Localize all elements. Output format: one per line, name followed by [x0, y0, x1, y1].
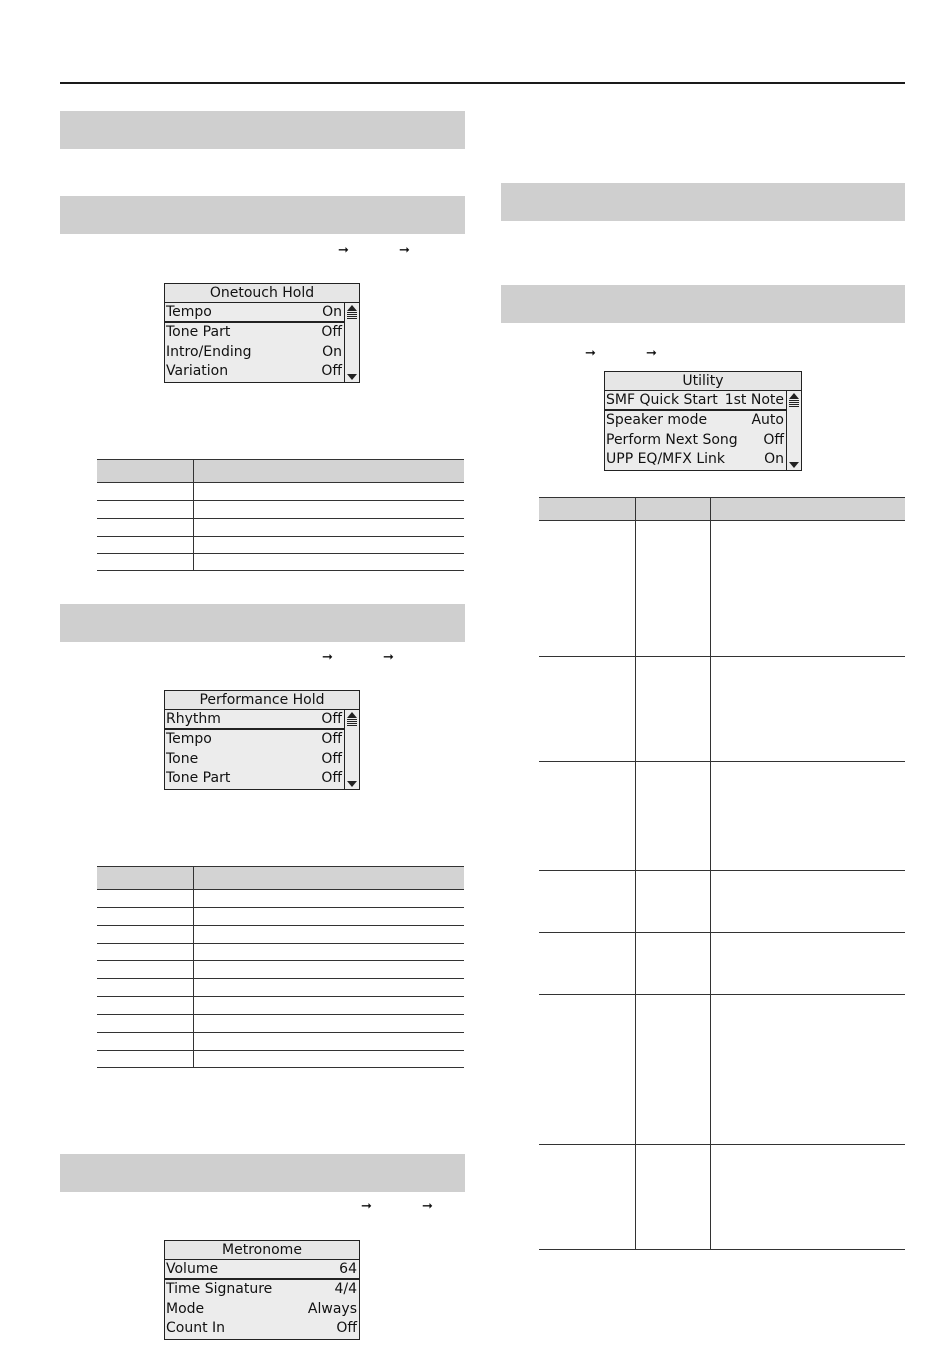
row-value: Off — [321, 363, 342, 379]
row-value: Off — [336, 1320, 357, 1336]
row-value: Off — [321, 731, 342, 747]
screen-row — [165, 362, 359, 382]
utility-screen — [604, 371, 802, 471]
table-row — [539, 656, 905, 657]
table-row — [539, 932, 905, 933]
column-divider — [193, 866, 194, 1068]
top-rule — [60, 82, 905, 84]
row-label: Tempo — [166, 304, 212, 320]
table-row — [97, 1067, 464, 1068]
performance-hold-screen — [164, 690, 360, 790]
row-label: UPP EQ/MFX Link — [606, 451, 726, 467]
row-label: Tempo — [166, 731, 212, 747]
row-label: Tone Part — [166, 324, 231, 340]
table-row — [539, 870, 905, 871]
table-row — [97, 943, 464, 944]
scroll-down-icon[interactable] — [347, 374, 357, 380]
section-header-bar-performance — [60, 604, 465, 642]
row-value: On — [322, 343, 342, 360]
table-row — [539, 1249, 905, 1250]
screen-row — [165, 1260, 359, 1280]
screen-row — [165, 1300, 359, 1320]
row-label: SMF Quick Start — [606, 392, 718, 408]
row-value: Off — [321, 324, 342, 340]
scrollbar[interactable] — [344, 303, 359, 382]
table-row — [539, 994, 905, 995]
right-arrow-icon: ➞ — [399, 243, 410, 258]
screen-title: Onetouch Hold — [165, 284, 359, 303]
table-row — [97, 1014, 464, 1015]
screen-title: Metronome — [165, 1241, 359, 1260]
row-value: 64 — [339, 1261, 357, 1277]
scrollbar[interactable] — [786, 391, 801, 470]
utility-table — [539, 497, 905, 1250]
table-row — [97, 925, 464, 926]
screen-row — [165, 343, 359, 363]
onetouch-table — [97, 459, 464, 571]
onetouch-hold-screen — [164, 283, 360, 383]
row-label: Rhythm — [166, 711, 221, 727]
screen-title: Utility — [605, 372, 801, 391]
section-header-bar — [60, 111, 465, 149]
table-row — [97, 570, 464, 571]
screen-row — [605, 450, 801, 470]
scroll-up-icon[interactable] — [347, 305, 357, 311]
screen-row — [165, 750, 359, 770]
row-label: Speaker mode — [606, 412, 708, 428]
scroll-up-icon[interactable] — [347, 712, 357, 718]
row-value: 4/4 — [334, 1281, 357, 1297]
table-row — [97, 960, 464, 961]
row-value: Off — [763, 431, 784, 448]
metronome-screen — [164, 1240, 360, 1340]
row-value: Off — [321, 750, 342, 767]
row-label: Intro/Ending — [166, 343, 252, 360]
row-label: Mode — [166, 1300, 205, 1317]
table-row — [97, 518, 464, 519]
screen-row — [165, 769, 359, 789]
right-arrow-icon: ➞ — [338, 243, 349, 258]
performance-table — [97, 866, 464, 1068]
right-arrow-icon: ➞ — [322, 650, 333, 665]
table-row — [97, 1032, 464, 1033]
screen-row — [165, 1280, 359, 1300]
scroll-up-icon[interactable] — [789, 393, 799, 399]
screen-row — [605, 391, 801, 411]
table-header — [97, 459, 464, 483]
section-header-bar-utility — [501, 285, 905, 323]
row-label: Time Signature — [166, 1281, 273, 1297]
table-row — [97, 978, 464, 979]
screen-row — [165, 730, 359, 750]
screen-row — [605, 431, 801, 451]
screen-title: Performance Hold — [165, 691, 359, 710]
screen-row — [605, 411, 801, 431]
right-arrow-icon: ➞ — [422, 1199, 433, 1214]
screen-row — [165, 710, 359, 730]
screen-row — [165, 323, 359, 343]
scroll-down-icon[interactable] — [347, 781, 357, 787]
row-value: On — [764, 451, 784, 467]
column-divider — [635, 497, 636, 1250]
screen-row — [165, 1319, 359, 1339]
table-row — [97, 553, 464, 554]
table-row — [539, 1144, 905, 1145]
row-value: Auto — [751, 412, 784, 428]
row-label: Tone — [166, 750, 199, 767]
table-row — [97, 907, 464, 908]
scroll-thumb[interactable] — [347, 312, 357, 319]
section-header-bar-right — [501, 183, 905, 221]
scroll-thumb[interactable] — [347, 719, 357, 726]
right-arrow-icon: ➞ — [585, 346, 596, 361]
row-label: Perform Next Song — [606, 431, 738, 448]
section-header-bar-metronome — [60, 1154, 465, 1192]
row-label: Variation — [166, 363, 229, 379]
right-arrow-icon: ➞ — [383, 650, 394, 665]
row-label: Volume — [166, 1261, 219, 1277]
table-header — [97, 866, 464, 890]
table-row — [97, 1050, 464, 1051]
row-value: Off — [321, 711, 342, 727]
scroll-thumb[interactable] — [789, 400, 799, 407]
column-divider — [193, 459, 194, 571]
row-label: Count In — [166, 1320, 226, 1336]
section-header-bar-onetouch — [60, 196, 465, 234]
table-row — [539, 761, 905, 762]
column-divider — [710, 497, 711, 1250]
row-value: 1st Note — [724, 392, 784, 408]
scroll-down-icon[interactable] — [789, 462, 799, 468]
table-header — [539, 497, 905, 521]
table-row — [97, 500, 464, 501]
right-arrow-icon: ➞ — [646, 346, 657, 361]
row-label: Tone Part — [166, 770, 231, 786]
row-value: Off — [321, 770, 342, 786]
table-row — [97, 996, 464, 997]
right-arrow-icon: ➞ — [361, 1199, 372, 1214]
screen-row — [165, 303, 359, 323]
row-value: Always — [307, 1300, 357, 1317]
table-row — [97, 536, 464, 537]
scrollbar[interactable] — [344, 710, 359, 789]
row-value: On — [322, 304, 342, 320]
